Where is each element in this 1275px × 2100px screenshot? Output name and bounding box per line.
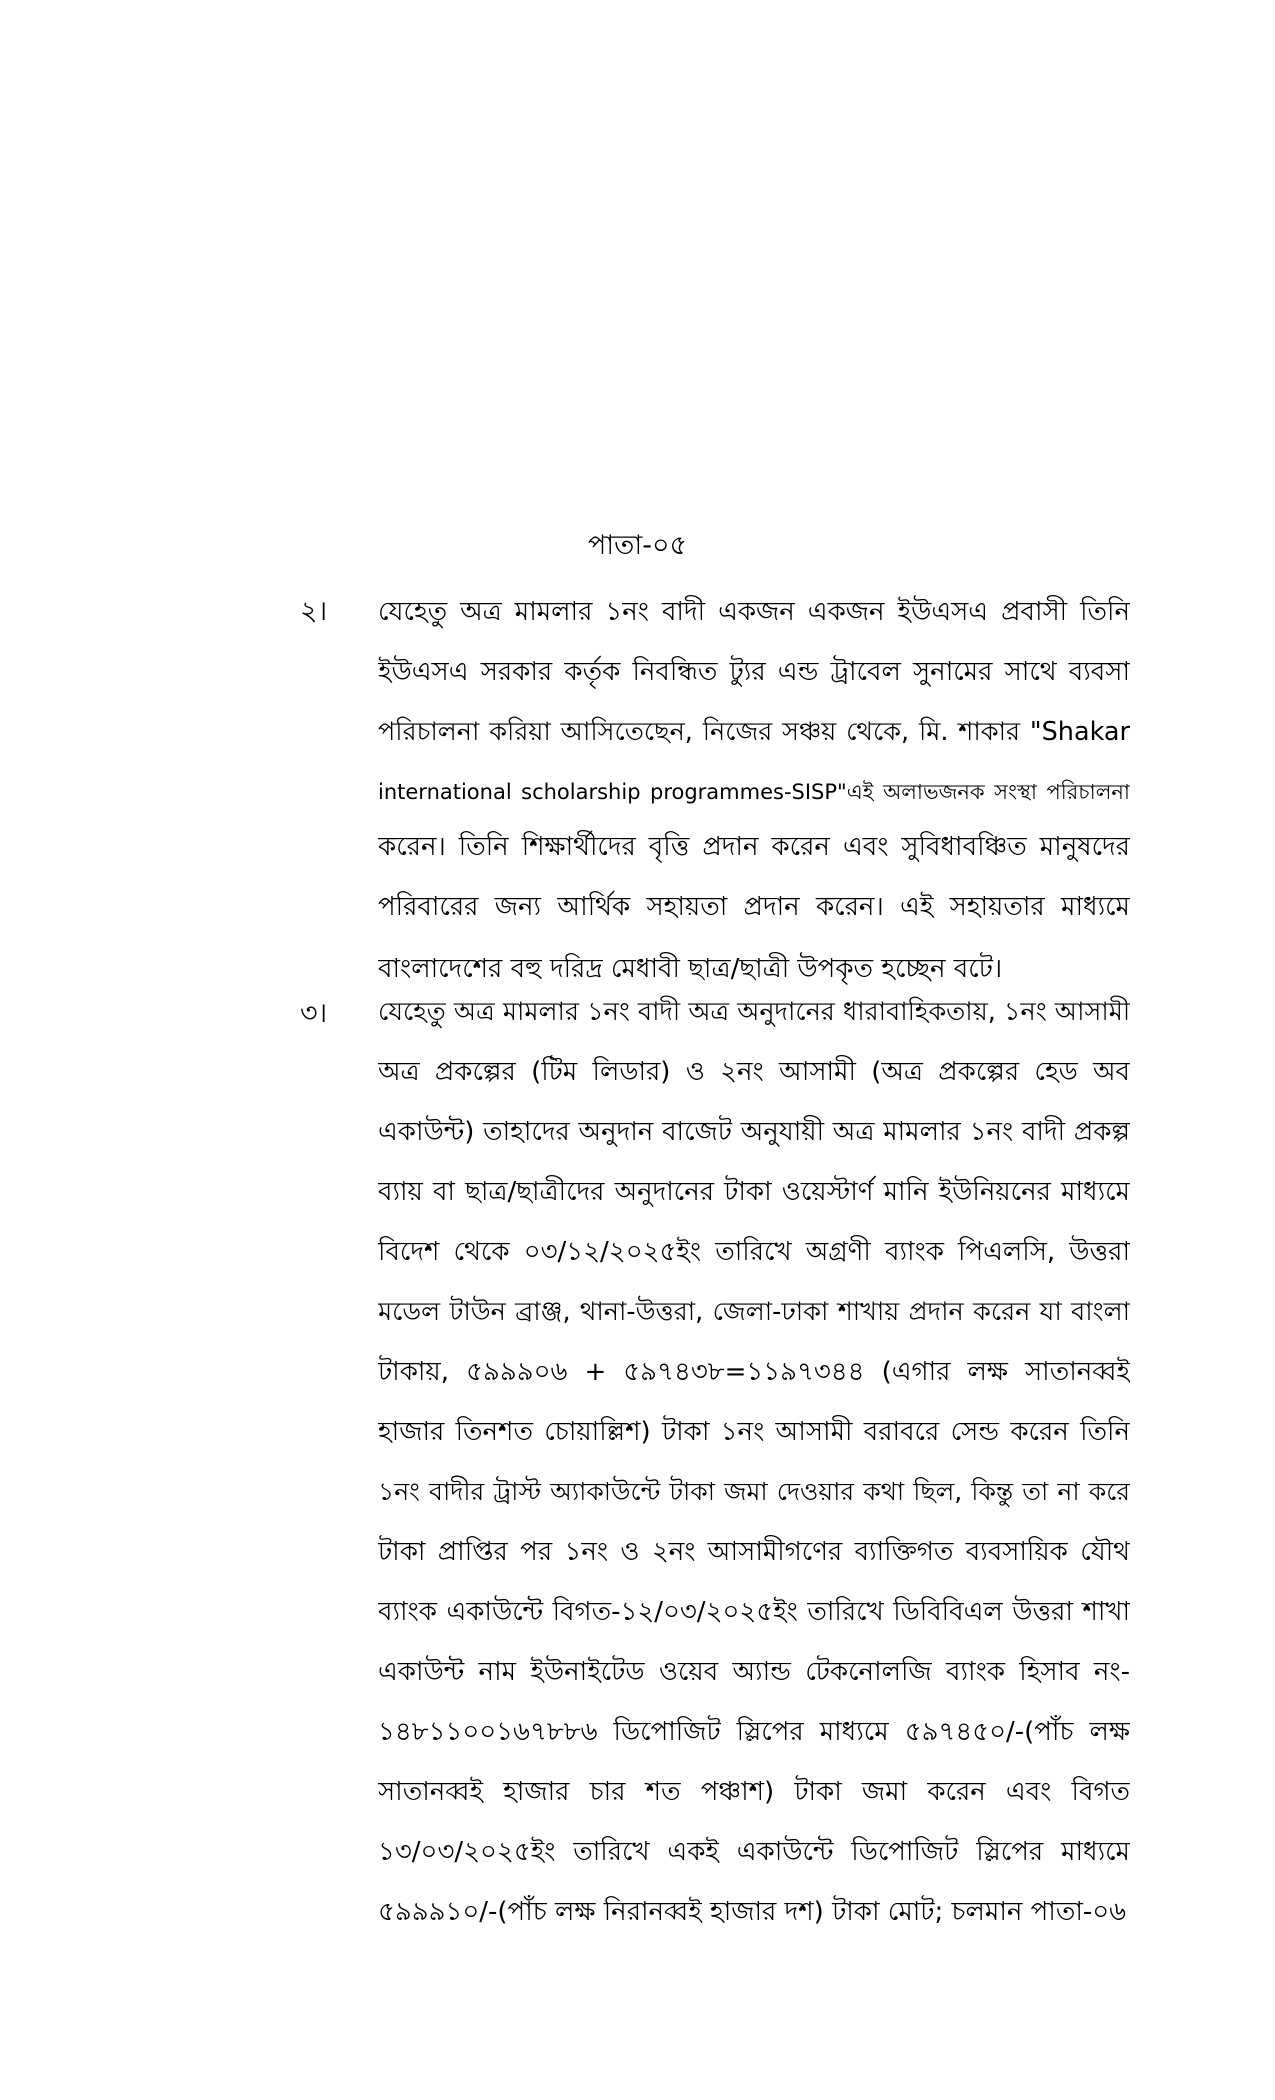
paragraph-line: ব্যাংক একাউন্টে বিগত-১২/০৩/২০২৫ইং তারিখে ডিবিবিএল উত্তরা শাখা — [378, 1597, 1130, 1627]
paragraph-line: বিদেশ থেকে ০৩/১২/২০২৫ইং তারিখে অগ্রণী ব্যাংক পিএলসি, উত্তরা — [378, 1237, 1130, 1267]
paragraph-line: international scholarship programmes-SISP"এই অলাভজনক সংস্থা পরিচালনা — [378, 780, 1130, 804]
paragraph-line: পরিবারের জন্য আর্থিক সহায়তা প্রদান করেন। এই সহায়তার মাধ্যমে — [378, 892, 1130, 922]
paragraph-line: ১৩/০৩/২০২৫ইং তারিখে একই একাউন্টে ডিপোজিট স্লিপের মাধ্যমে — [378, 1837, 1130, 1867]
paragraph-line: ১৪৮১১০০১৬৭৮৮৬ ডিপোজিট স্লিপের মাধ্যমে ৫৯৭৪৫০/-(পাঁচ লক্ষ — [378, 1717, 1130, 1747]
paragraph-line: ৫৯৯৯১০/-(পাঁচ লক্ষ নিরানব্বই হাজার দশ) টাকা মোট; চলমান পাতা-০৬ — [378, 1897, 1127, 1927]
paragraph-line: করেন। তিনি শিক্ষার্থীদের বৃত্তি প্রদান করেন এবং সুবিধাবঞ্চিত মানুষদের — [378, 832, 1130, 862]
page-header: পাতা-০৫ — [587, 530, 688, 561]
paragraph-line: হাজার তিনশত চোয়াল্লিশ) টাকা ১নং আসামী বরাবরে সেন্ড করেন তিনি — [378, 1417, 1130, 1447]
paragraph-line: ব্যায় বা ছাত্র/ছাত্রীদের অনুদানের টাকা ওয়েস্টার্ণ মানি ইউনিয়নের মাধ্যমে — [378, 1177, 1130, 1207]
paragraph-line: মডেল টাউন ব্রাঞ্জ, থানা-উত্তরা, জেলা-ঢাকা শাখায় প্রদান করেন যা বাংলা — [378, 1297, 1130, 1327]
paragraph-line: যেহেতু অত্র মামলার ১নং বাদী অত্র অনুদানের ধারাবাহিকতায়, ১নং আসামী — [378, 997, 1130, 1027]
paragraph-line: অত্র প্রকল্পের (টিম লিডার) ও ২নং আসামী (অত্র প্রকল্পের হেড অব — [378, 1057, 1130, 1087]
paragraph-line: বাংলাদেশের বহু দরিদ্র মেধাবী ছাত্র/ছাত্রী উপকৃত হচ্ছেন বটে। — [378, 954, 1003, 984]
paragraph-line: টাকায়, ৫৯৯৯০৬ + ৫৯৭৪৩৮=১১৯৭৩৪৪ (এগার লক্ষ সাতানব্বই — [378, 1357, 1130, 1387]
paragraph-line: একাউন্ট) তাহাদের অনুদান বাজেট অনুযায়ী অত্র মামলার ১নং বাদী প্রকল্প — [378, 1117, 1130, 1147]
paragraph-number: ২। — [300, 596, 328, 627]
paragraph-line: টাকা প্রাপ্তির পর ১নং ও ২নং আসামীগণের ব্যাক্তিগত ব্যবসায়িক যৌথ — [378, 1537, 1130, 1567]
paragraph-line: যেহেতু অত্র মামলার ১নং বাদী একজন একজন ইউএসএ প্রবাসী তিনি — [378, 597, 1130, 627]
paragraph-number: ৩। — [300, 998, 328, 1029]
paragraph-line: ১নং বাদীর ট্রাস্ট অ্যাকাউন্টে টাকা জমা দেওয়ার কথা ছিল, কিন্তু তা না করে — [378, 1477, 1130, 1506]
paragraph-line: একাউন্ট নাম ইউনাইটেড ওয়েব অ্যান্ড টেকনোলজি ব্যাংক হিসাব নং- — [378, 1657, 1130, 1687]
paragraph-line: সাতানব্বই হাজার চার শত পঞ্চাশ) টাকা জমা করেন এবং বিগত — [378, 1777, 1130, 1807]
paragraph-line: ইউএসএ সরকার কর্তৃক নিবন্ধিত ট্যুর এন্ড ট্রাবেল সুনামের সাথে ব্যবসা — [378, 657, 1130, 687]
paragraph-line: পরিচালনা করিয়া আসিতেছেন, নিজের সঞ্চয় থেকে, মি. শাকার "Shakar — [378, 717, 1130, 747]
